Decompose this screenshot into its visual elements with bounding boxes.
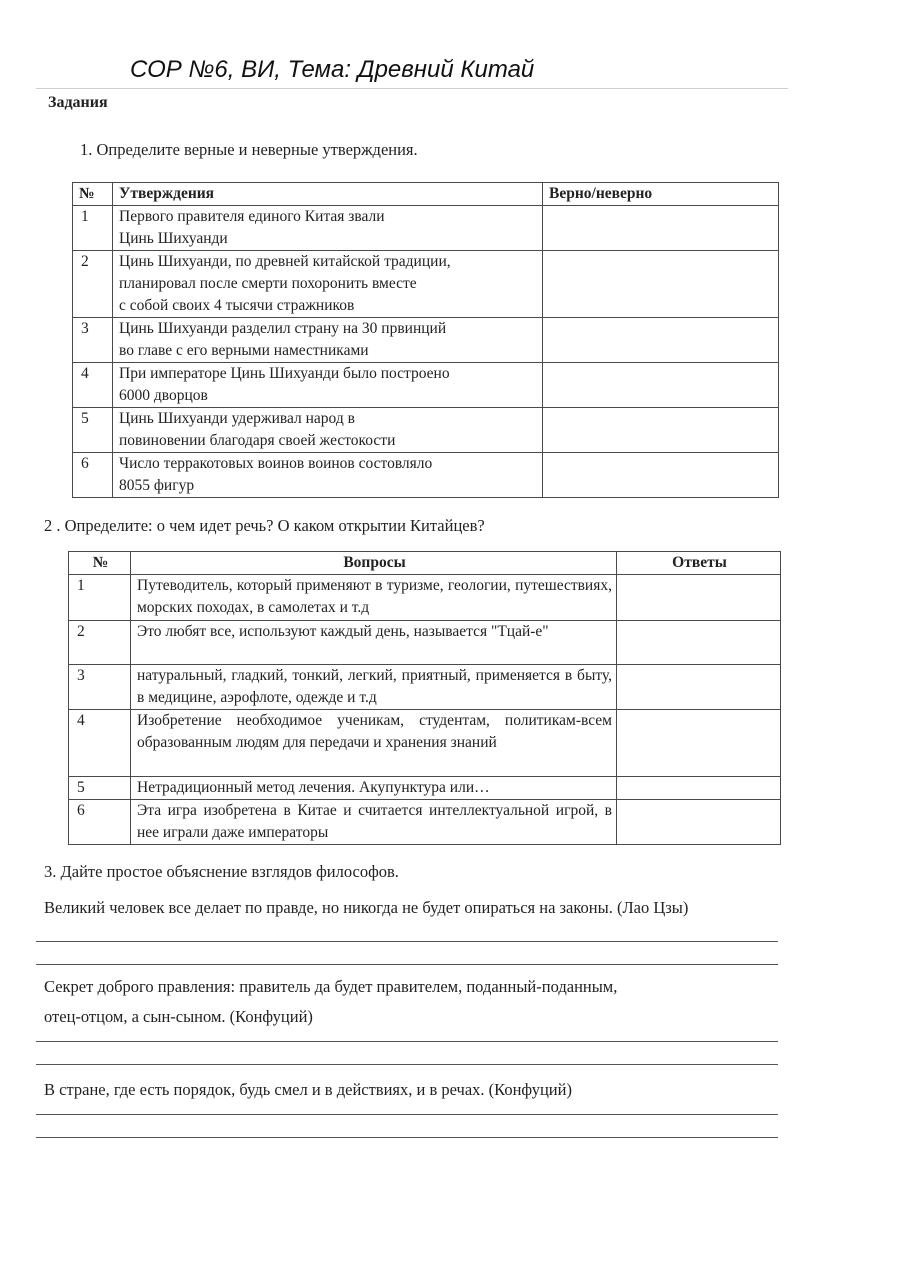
row-number: 2 (69, 621, 131, 665)
row-number: 4 (69, 710, 131, 777)
task3-title: 3. Дайте простое объяснение взглядов философов. (44, 862, 399, 881)
column-header-true-false: Верно/неверно (543, 183, 779, 206)
row-number: 4 (73, 363, 113, 408)
answer-cell[interactable] (617, 621, 781, 665)
answer-line[interactable] (36, 964, 778, 965)
question-text: Это любят все, используют каждый день, называется "Тцай-е" (131, 621, 617, 665)
answer-cell[interactable] (617, 800, 781, 845)
table-row (73, 363, 779, 408)
table-row (73, 251, 779, 318)
row-number: 2 (73, 251, 113, 318)
table-row (69, 710, 781, 777)
statement-text: Первого правителя единого Китая звали Цинь Шихуанди (113, 206, 543, 251)
table-row (73, 453, 779, 498)
philosopher-quote: В стране, где есть порядок, будь смел и в действиях, и в речах. (Конфуций) (44, 1080, 572, 1099)
answer-cell[interactable] (617, 777, 781, 800)
table-row (69, 777, 781, 800)
table-header-row (69, 552, 781, 575)
question-text: Путеводитель, который применяют в туризме, геологии, путешествиях, морских походах, в самолетах и т.д (131, 575, 617, 621)
answer-cell[interactable] (543, 453, 779, 498)
answer-cell[interactable] (617, 575, 781, 621)
column-header-statements: Утверждения (113, 183, 543, 206)
answer-cell[interactable] (617, 665, 781, 710)
column-header-answers: Ответы (617, 552, 781, 575)
statements-table (72, 182, 779, 498)
table-row (73, 206, 779, 251)
table-row (73, 408, 779, 453)
task1-title: 1. Определите верные и неверные утверждения. (80, 140, 418, 159)
row-number: 3 (69, 665, 131, 710)
row-number: 3 (73, 318, 113, 363)
question-text: Изобретение необходимое ученикам, студентам, политикам-всем образованным людям для передачи и хранения знаний (131, 710, 617, 777)
table-row (73, 318, 779, 363)
questions-table (68, 551, 781, 845)
table-row (69, 621, 781, 665)
answer-cell[interactable] (543, 363, 779, 408)
task2-title: 2 . Определите: о чем идет речь? О каком открытии Китайцев? (44, 516, 485, 535)
section-label: Задания (48, 94, 108, 111)
answer-line[interactable] (36, 1064, 778, 1065)
answer-line[interactable] (36, 1137, 778, 1138)
row-number: 6 (69, 800, 131, 845)
answer-cell[interactable] (617, 710, 781, 777)
row-number: 5 (69, 777, 131, 800)
answer-line[interactable] (36, 1041, 778, 1042)
answer-cell[interactable] (543, 408, 779, 453)
table-row (69, 800, 781, 845)
column-header-num: № (69, 552, 131, 575)
question-text: натуральный, гладкий, тонкий, легкий, приятный, применяется в быту, в медицине, аэрофлоте, одежде и т.д (131, 665, 617, 710)
answer-cell[interactable] (543, 251, 779, 318)
answer-cell[interactable] (543, 206, 779, 251)
row-number: 1 (73, 206, 113, 251)
statement-text: При императоре Цинь Шихуанди было построено 6000 дворцов (113, 363, 543, 408)
table-row (69, 665, 781, 710)
column-header-questions: Вопросы (131, 552, 617, 575)
statement-text: Цинь Шихуанди, по древней китайской традиции, планировал после смерти похоронить вместе с собой своих 4 тысячи стражников (113, 251, 543, 318)
answer-line[interactable] (36, 1114, 778, 1115)
question-text: Эта игра изобретена в Китае и считается интеллектуальной игрой, в нее играли даже императоры (131, 800, 617, 845)
philosopher-quote: Секрет доброго правления: правитель да будет правителем, поданный-поданным, отец-отцом, а сын-сыном. (Конфуций) (44, 977, 618, 1026)
row-number: 6 (73, 453, 113, 498)
philosopher-quote: Великий человек все делает по правде, но никогда не будет опираться на законы. (Лао Цзы) (44, 898, 689, 917)
page-title: СОР №6, ВИ, Тема: Древний Китай (130, 56, 535, 83)
header-divider (36, 88, 788, 89)
statement-text: Цинь Шихуанди разделил страну на 30 првинций во главе с его верными наместниками (113, 318, 543, 363)
statement-text: Число терракотовых воинов воинов состовляло 8055 фигур (113, 453, 543, 498)
table-header-row (73, 183, 779, 206)
question-text: Нетрадиционный метод лечения. Акупунктура или… (131, 777, 617, 800)
row-number: 1 (69, 575, 131, 621)
table-row (69, 575, 781, 621)
row-number: 5 (73, 408, 113, 453)
statement-text: Цинь Шихуанди удерживал народ в повиновении благодаря своей жестокости (113, 408, 543, 453)
answer-line[interactable] (36, 941, 778, 942)
answer-cell[interactable] (543, 318, 779, 363)
column-header-num: № (73, 183, 113, 206)
